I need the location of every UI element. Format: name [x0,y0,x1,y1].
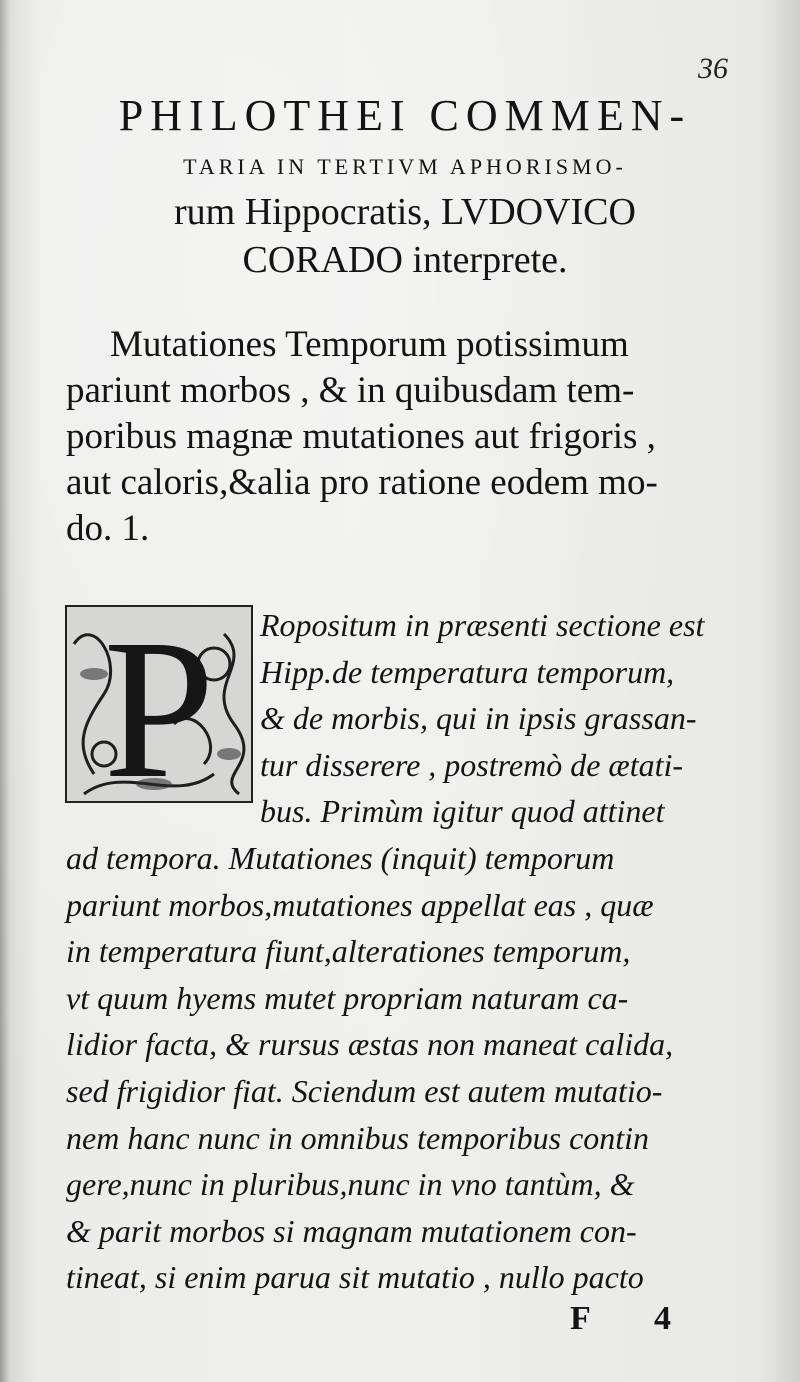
commentary-line: tineat, si enim parua sit mutatio , nullo pacto [66,1259,644,1296]
commentary-line: sed frigidior fiat. Sciendum est autem mutatio- [66,1072,663,1109]
aphorism-line: Mutationes Temporum potissimum [110,324,629,365]
page-number: 36 [698,52,728,85]
title-line-4: CORADO interprete. [242,239,568,281]
commentary-line: vt quum hyems mutet propriam naturam ca- [66,979,629,1016]
commentary-line: pariunt morbos,mutationes appellat eas , quæ [66,886,654,923]
commentary-line: & parit morbos si magnam mutationem con- [66,1212,637,1249]
aphorism-line: aut caloris,&alia pro ratione eodem mo- [66,462,658,503]
aphorism-line: poribus magnæ mutationes aut frigoris , [66,416,656,457]
title-line-3: rum Hippocratis, LVDOVICO [174,191,636,233]
commentary-line: Ropositum in præsenti sectione est [260,607,705,643]
printer-signature: F 4 [570,1300,700,1337]
commentary-line: & de morbis, qui in ipsis grassan- [260,700,697,737]
chapter-title [60,92,750,284]
title-line-2: TARIA IN TERTIVM APHORISMO- [183,154,627,179]
commentary-line: gere,nunc in pluribus,nunc in vno tantùm, & [66,1166,635,1203]
commentary-line: bus. Primùm igitur quod attinet [260,793,665,830]
commentary-line: Hipp.de temperatura temporum, [260,653,675,690]
aphorism-last-line [66,506,756,552]
commentary-line: ad tempora. Mutationes (inquit) temporum [66,839,615,876]
commentary-line: nem hanc nunc in omnibus temporibus contin [66,1119,650,1156]
commentary-line: tur disserere , postremò de ætati- [260,746,684,783]
aphorism-line: do. [66,508,113,549]
initial-letter: P [103,604,215,804]
title-line-1: PHILOTHEI COMMEN- [118,91,692,140]
commentary-line: lidior facta, & rursus æstas non maneat calida, [66,1026,674,1063]
aphorism-line: pariunt morbos , & in quibusdam tem- [66,370,635,411]
commentary-text [66,602,766,1301]
aphorism-text [66,322,766,552]
aphorism-number: 1. [121,508,150,549]
commentary-line: in temperatura fiunt,alterationes temporum, [66,933,631,970]
